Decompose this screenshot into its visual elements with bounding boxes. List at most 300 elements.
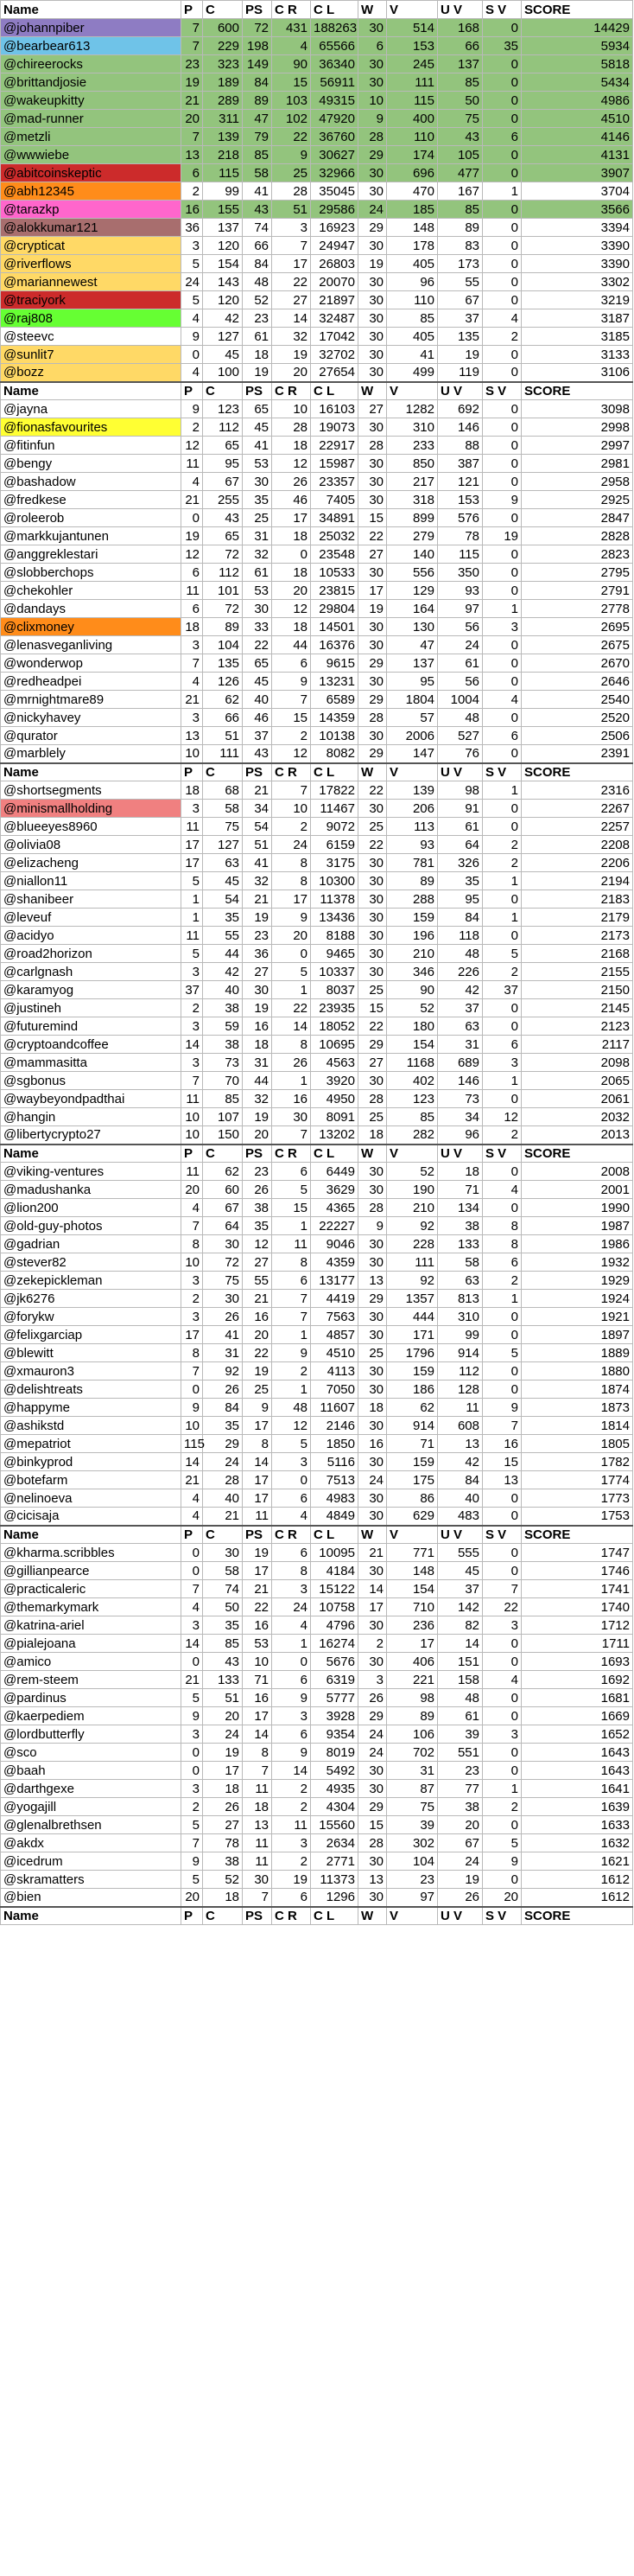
username-cell: @tarazkp xyxy=(1,201,181,219)
v-cell: 39 xyxy=(387,1816,438,1834)
score-cell: 5434 xyxy=(522,73,633,92)
username-cell: @themarkymark xyxy=(1,1598,181,1616)
w-cell: 30 xyxy=(358,55,387,73)
username-cell: @skramatters xyxy=(1,1871,181,1889)
score-cell: 2179 xyxy=(522,909,633,927)
score-cell: 1753 xyxy=(522,1508,633,1526)
cl-cell: 11378 xyxy=(311,890,358,909)
uv-cell: 551 xyxy=(438,1744,483,1762)
header-p: P xyxy=(181,763,203,781)
cr-cell: 102 xyxy=(272,110,311,128)
cr-cell: 6 xyxy=(272,1725,311,1744)
p-cell: 4 xyxy=(181,1199,203,1217)
sv-cell: 3 xyxy=(483,1054,522,1072)
table-row xyxy=(1,146,633,164)
cr-cell: 1 xyxy=(272,1326,311,1344)
cl-cell: 7513 xyxy=(311,1471,358,1489)
p-cell: 6 xyxy=(181,600,203,618)
uv-cell: 813 xyxy=(438,1290,483,1308)
cl-cell: 10337 xyxy=(311,963,358,981)
cl-cell: 10758 xyxy=(311,1598,358,1616)
w-cell: 30 xyxy=(358,1562,387,1580)
score-cell: 2997 xyxy=(522,437,633,455)
username-cell: @delishtreats xyxy=(1,1380,181,1399)
sv-cell: 0 xyxy=(483,92,522,110)
header-v: V xyxy=(387,382,438,400)
sv-cell: 0 xyxy=(483,1816,522,1834)
username-cell: @raj808 xyxy=(1,309,181,328)
sv-cell: 2 xyxy=(483,328,522,346)
w-cell: 16 xyxy=(358,1435,387,1453)
table-row xyxy=(1,400,633,418)
uv-cell: 18 xyxy=(438,1163,483,1181)
c-cell: 20 xyxy=(203,1707,243,1725)
sv-cell: 0 xyxy=(483,1762,522,1780)
p-cell: 0 xyxy=(181,509,203,527)
c-cell: 75 xyxy=(203,1272,243,1290)
p-cell: 9 xyxy=(181,1852,203,1871)
w-cell: 30 xyxy=(358,1326,387,1344)
c-cell: 38 xyxy=(203,1852,243,1871)
p-cell: 16 xyxy=(181,201,203,219)
ps-cell: 45 xyxy=(243,673,272,691)
table-row xyxy=(1,473,633,491)
uv-cell: 37 xyxy=(438,309,483,328)
score-cell: 1897 xyxy=(522,1326,633,1344)
uv-cell: 105 xyxy=(438,146,483,164)
p-cell: 6 xyxy=(181,164,203,182)
header-cl: C L xyxy=(311,1145,358,1163)
sv-cell: 35 xyxy=(483,37,522,55)
uv-cell: 75 xyxy=(438,110,483,128)
cl-cell: 4419 xyxy=(311,1290,358,1308)
v-cell: 111 xyxy=(387,1253,438,1272)
header-name: Name xyxy=(1,763,181,781)
v-cell: 139 xyxy=(387,781,438,800)
sv-cell: 5 xyxy=(483,945,522,963)
cl-cell: 34891 xyxy=(311,509,358,527)
c-cell: 17 xyxy=(203,1762,243,1780)
v-cell: 159 xyxy=(387,1362,438,1380)
c-cell: 229 xyxy=(203,37,243,55)
uv-cell: 61 xyxy=(438,818,483,836)
v-cell: 159 xyxy=(387,1453,438,1471)
cr-cell: 17 xyxy=(272,890,311,909)
w-cell: 30 xyxy=(358,309,387,328)
ps-cell: 19 xyxy=(243,1108,272,1126)
cl-cell: 4359 xyxy=(311,1253,358,1272)
username-cell: @riverflows xyxy=(1,255,181,273)
score-cell: 2981 xyxy=(522,455,633,473)
v-cell: 154 xyxy=(387,1580,438,1598)
sv-cell: 0 xyxy=(483,73,522,92)
sv-cell: 1 xyxy=(483,1780,522,1798)
score-cell: 1612 xyxy=(522,1889,633,1907)
score-cell: 2670 xyxy=(522,654,633,673)
username-cell: @kharma.scribbles xyxy=(1,1544,181,1562)
c-cell: 64 xyxy=(203,1217,243,1235)
score-cell: 1773 xyxy=(522,1489,633,1508)
v-cell: 148 xyxy=(387,1562,438,1580)
uv-cell: 82 xyxy=(438,1616,483,1635)
w-cell: 30 xyxy=(358,1616,387,1635)
cl-cell: 4184 xyxy=(311,1562,358,1580)
w-cell: 9 xyxy=(358,1217,387,1235)
table-row xyxy=(1,1326,633,1344)
c-cell: 62 xyxy=(203,1163,243,1181)
c-cell: 92 xyxy=(203,1362,243,1380)
v-cell: 190 xyxy=(387,1181,438,1199)
username-cell: @waybeyondpadthai xyxy=(1,1090,181,1108)
ps-cell: 53 xyxy=(243,455,272,473)
cl-cell: 65566 xyxy=(311,37,358,55)
cl-cell: 15987 xyxy=(311,455,358,473)
p-cell: 11 xyxy=(181,582,203,600)
ps-cell: 9 xyxy=(243,1399,272,1417)
cl-cell: 10533 xyxy=(311,564,358,582)
score-cell: 2257 xyxy=(522,818,633,836)
table-row xyxy=(1,890,633,909)
table-row xyxy=(1,291,633,309)
header-score: SCORE xyxy=(522,1526,633,1544)
w-cell: 30 xyxy=(358,1380,387,1399)
ps-cell: 45 xyxy=(243,418,272,437)
score-cell: 1741 xyxy=(522,1580,633,1598)
header-v: V xyxy=(387,1526,438,1544)
uv-cell: 118 xyxy=(438,927,483,945)
table-row xyxy=(1,1889,633,1907)
p-cell: 2 xyxy=(181,1290,203,1308)
header-ps: PS xyxy=(243,1907,272,1925)
score-cell: 3390 xyxy=(522,255,633,273)
header-sv: S V xyxy=(483,1,522,19)
header-name: Name xyxy=(1,1,181,19)
table-row xyxy=(1,1816,633,1834)
cr-cell: 11 xyxy=(272,1816,311,1834)
username-cell: @acidyo xyxy=(1,927,181,945)
c-cell: 107 xyxy=(203,1108,243,1126)
c-cell: 54 xyxy=(203,890,243,909)
cl-cell: 4563 xyxy=(311,1054,358,1072)
table-row xyxy=(1,709,633,727)
uv-cell: 91 xyxy=(438,800,483,818)
header-cr: C R xyxy=(272,1526,311,1544)
p-cell: 0 xyxy=(181,1544,203,1562)
cr-cell: 24 xyxy=(272,1598,311,1616)
v-cell: 236 xyxy=(387,1616,438,1635)
uv-cell: 19 xyxy=(438,1871,483,1889)
w-cell: 29 xyxy=(358,219,387,237)
ps-cell: 79 xyxy=(243,128,272,146)
ps-cell: 16 xyxy=(243,1308,272,1326)
cl-cell: 4365 xyxy=(311,1199,358,1217)
w-cell: 30 xyxy=(358,19,387,37)
table-body xyxy=(1,19,633,1925)
w-cell: 9 xyxy=(358,110,387,128)
w-cell: 30 xyxy=(358,945,387,963)
cr-cell: 18 xyxy=(272,618,311,636)
cl-cell: 6589 xyxy=(311,691,358,709)
score-cell: 1986 xyxy=(522,1235,633,1253)
uv-cell: 77 xyxy=(438,1780,483,1798)
table-row xyxy=(1,1852,633,1871)
v-cell: 1796 xyxy=(387,1344,438,1362)
uv-cell: 146 xyxy=(438,1072,483,1090)
score-cell: 2998 xyxy=(522,418,633,437)
score-cell: 1652 xyxy=(522,1725,633,1744)
score-cell: 2520 xyxy=(522,709,633,727)
uv-cell: 23 xyxy=(438,1762,483,1780)
sv-cell: 0 xyxy=(483,999,522,1017)
score-cell: 1987 xyxy=(522,1217,633,1235)
c-cell: 58 xyxy=(203,800,243,818)
sv-cell: 0 xyxy=(483,1090,522,1108)
sv-cell: 9 xyxy=(483,491,522,509)
username-cell: @katrina-ariel xyxy=(1,1616,181,1635)
c-cell: 311 xyxy=(203,110,243,128)
p-cell: 20 xyxy=(181,1889,203,1907)
sv-cell: 22 xyxy=(483,1598,522,1616)
repeated-header-row xyxy=(1,1907,633,1925)
ps-cell: 38 xyxy=(243,1199,272,1217)
header-ps: PS xyxy=(243,1145,272,1163)
w-cell: 17 xyxy=(358,1598,387,1616)
cl-cell: 8091 xyxy=(311,1108,358,1126)
ps-cell: 22 xyxy=(243,1598,272,1616)
v-cell: 115 xyxy=(387,92,438,110)
sv-cell: 0 xyxy=(483,1635,522,1653)
score-cell: 1782 xyxy=(522,1453,633,1471)
v-cell: 405 xyxy=(387,255,438,273)
sv-cell: 1 xyxy=(483,1072,522,1090)
v-cell: 85 xyxy=(387,309,438,328)
w-cell: 30 xyxy=(358,346,387,364)
username-cell: @traciyork xyxy=(1,291,181,309)
sv-cell: 6 xyxy=(483,1253,522,1272)
cr-cell: 7 xyxy=(272,781,311,800)
v-cell: 52 xyxy=(387,999,438,1017)
c-cell: 112 xyxy=(203,564,243,582)
header-v: V xyxy=(387,1907,438,1925)
uv-cell: 226 xyxy=(438,963,483,981)
v-cell: 186 xyxy=(387,1380,438,1399)
username-cell: @glenalbrethsen xyxy=(1,1816,181,1834)
uv-cell: 142 xyxy=(438,1598,483,1616)
table-row xyxy=(1,1725,633,1744)
w-cell: 28 xyxy=(358,437,387,455)
score-cell: 1621 xyxy=(522,1852,633,1871)
w-cell: 30 xyxy=(358,1489,387,1508)
uv-cell: 37 xyxy=(438,1580,483,1598)
ps-cell: 32 xyxy=(243,1090,272,1108)
c-cell: 127 xyxy=(203,836,243,854)
username-cell: @bengy xyxy=(1,455,181,473)
cr-cell: 30 xyxy=(272,1108,311,1126)
p-cell: 3 xyxy=(181,963,203,981)
header-w: W xyxy=(358,1,387,19)
username-cell: @wonderwop xyxy=(1,654,181,673)
sv-cell: 8 xyxy=(483,1235,522,1253)
cr-cell: 7 xyxy=(272,691,311,709)
p-cell: 7 xyxy=(181,1834,203,1852)
w-cell: 30 xyxy=(358,1362,387,1380)
v-cell: 514 xyxy=(387,19,438,37)
username-cell: @bien xyxy=(1,1889,181,1907)
sv-cell: 1 xyxy=(483,872,522,890)
cl-cell: 22917 xyxy=(311,437,358,455)
v-cell: 444 xyxy=(387,1308,438,1326)
cl-cell: 21897 xyxy=(311,291,358,309)
ps-cell: 19 xyxy=(243,999,272,1017)
cl-cell: 7050 xyxy=(311,1380,358,1399)
sv-cell: 19 xyxy=(483,527,522,545)
ps-cell: 27 xyxy=(243,963,272,981)
cr-cell: 8 xyxy=(272,872,311,890)
cr-cell: 4 xyxy=(272,1508,311,1526)
uv-cell: 13 xyxy=(438,1435,483,1453)
sv-cell: 0 xyxy=(483,1707,522,1725)
w-cell: 30 xyxy=(358,1653,387,1671)
username-cell: @qurator xyxy=(1,727,181,745)
uv-cell: 76 xyxy=(438,745,483,763)
score-cell: 4146 xyxy=(522,128,633,146)
username-cell: @bashadow xyxy=(1,473,181,491)
p-cell: 21 xyxy=(181,491,203,509)
v-cell: 402 xyxy=(387,1072,438,1090)
score-cell: 1712 xyxy=(522,1616,633,1635)
uv-cell: 43 xyxy=(438,128,483,146)
table-row xyxy=(1,1453,633,1471)
cl-cell: 5777 xyxy=(311,1689,358,1707)
c-cell: 29 xyxy=(203,1435,243,1453)
v-cell: 696 xyxy=(387,164,438,182)
table-row xyxy=(1,346,633,364)
v-cell: 2006 xyxy=(387,727,438,745)
sv-cell: 0 xyxy=(483,1199,522,1217)
p-cell: 3 xyxy=(181,1272,203,1290)
cr-cell: 1 xyxy=(272,1635,311,1653)
table-row xyxy=(1,509,633,527)
table-row xyxy=(1,237,633,255)
p-cell: 7 xyxy=(181,37,203,55)
table-row xyxy=(1,545,633,564)
username-cell: @abh12345 xyxy=(1,182,181,201)
cl-cell: 17822 xyxy=(311,781,358,800)
score-cell: 2540 xyxy=(522,691,633,709)
table-row xyxy=(1,255,633,273)
cl-cell: 17042 xyxy=(311,328,358,346)
username-cell: @shortsegments xyxy=(1,781,181,800)
sv-cell: 0 xyxy=(483,545,522,564)
uv-cell: 38 xyxy=(438,1798,483,1816)
v-cell: 47 xyxy=(387,636,438,654)
ps-cell: 25 xyxy=(243,1380,272,1399)
header-ps: PS xyxy=(243,1,272,19)
score-cell: 3106 xyxy=(522,364,633,382)
uv-cell: 133 xyxy=(438,1235,483,1253)
ps-cell: 51 xyxy=(243,836,272,854)
ps-cell: 89 xyxy=(243,92,272,110)
v-cell: 86 xyxy=(387,1489,438,1508)
p-cell: 2 xyxy=(181,1798,203,1816)
v-cell: 221 xyxy=(387,1671,438,1689)
cr-cell: 18 xyxy=(272,564,311,582)
cl-cell: 13436 xyxy=(311,909,358,927)
sv-cell: 0 xyxy=(483,455,522,473)
username-cell: @happyme xyxy=(1,1399,181,1417)
table-row xyxy=(1,1235,633,1253)
username-cell: @brittandjosie xyxy=(1,73,181,92)
v-cell: 41 xyxy=(387,346,438,364)
p-cell: 23 xyxy=(181,55,203,73)
header-p: P xyxy=(181,382,203,400)
ps-cell: 18 xyxy=(243,346,272,364)
header-ps: PS xyxy=(243,1526,272,1544)
ps-cell: 17 xyxy=(243,1417,272,1435)
sv-cell: 3 xyxy=(483,1616,522,1635)
v-cell: 1168 xyxy=(387,1054,438,1072)
c-cell: 74 xyxy=(203,1580,243,1598)
v-cell: 71 xyxy=(387,1435,438,1453)
uv-cell: 85 xyxy=(438,201,483,219)
w-cell: 30 xyxy=(358,328,387,346)
v-cell: 93 xyxy=(387,836,438,854)
cl-cell: 14359 xyxy=(311,709,358,727)
cl-cell: 32487 xyxy=(311,309,358,328)
table-row xyxy=(1,1290,633,1308)
score-cell: 2206 xyxy=(522,854,633,872)
cl-cell: 8082 xyxy=(311,745,358,763)
ps-cell: 7 xyxy=(243,1762,272,1780)
uv-cell: 96 xyxy=(438,1126,483,1145)
username-cell: @leveuf xyxy=(1,909,181,927)
username-cell: @sunlit7 xyxy=(1,346,181,364)
cr-cell: 9 xyxy=(272,1344,311,1362)
score-cell: 3394 xyxy=(522,219,633,237)
table-row xyxy=(1,963,633,981)
ps-cell: 35 xyxy=(243,1217,272,1235)
p-cell: 2 xyxy=(181,418,203,437)
table-row xyxy=(1,273,633,291)
score-cell: 2013 xyxy=(522,1126,633,1145)
w-cell: 28 xyxy=(358,1199,387,1217)
v-cell: 96 xyxy=(387,273,438,291)
cl-cell: 4113 xyxy=(311,1362,358,1380)
uv-cell: 63 xyxy=(438,1017,483,1036)
username-cell: @metzli xyxy=(1,128,181,146)
v-cell: 98 xyxy=(387,1689,438,1707)
w-cell: 6 xyxy=(358,37,387,55)
header-w: W xyxy=(358,382,387,400)
cr-cell: 5 xyxy=(272,1435,311,1453)
cl-cell: 10095 xyxy=(311,1544,358,1562)
w-cell: 22 xyxy=(358,836,387,854)
header-sv: S V xyxy=(483,382,522,400)
v-cell: 111 xyxy=(387,73,438,92)
v-cell: 178 xyxy=(387,237,438,255)
score-cell: 14429 xyxy=(522,19,633,37)
uv-cell: 115 xyxy=(438,545,483,564)
p-cell: 0 xyxy=(181,1380,203,1399)
score-cell: 1880 xyxy=(522,1362,633,1380)
v-cell: 228 xyxy=(387,1235,438,1253)
username-cell: @marblely xyxy=(1,745,181,763)
ps-cell: 12 xyxy=(243,1235,272,1253)
p-cell: 3 xyxy=(181,1054,203,1072)
ps-cell: 21 xyxy=(243,890,272,909)
username-cell: @binkyprod xyxy=(1,1453,181,1471)
w-cell: 27 xyxy=(358,400,387,418)
